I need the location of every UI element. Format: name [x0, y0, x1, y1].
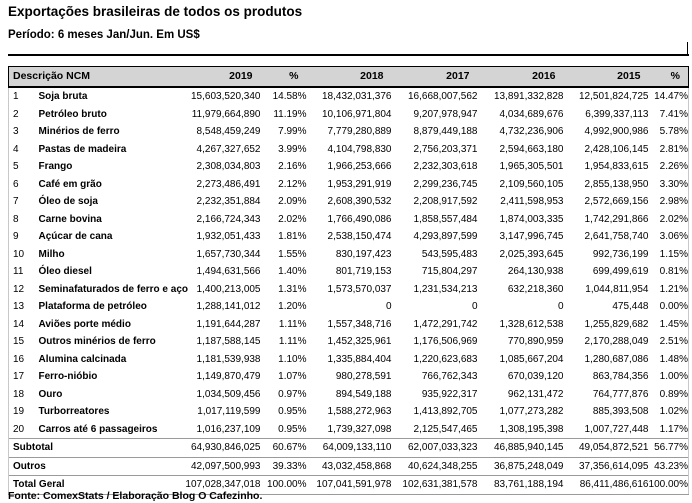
table-row: [9, 211, 689, 229]
table-row: [9, 333, 689, 351]
value-cell: 8,879,449,188: [413, 126, 478, 137]
value-cell: 2,125,547,465: [413, 423, 478, 435]
product-name: Milho: [38, 248, 65, 260]
value-cell: 1.20%: [278, 301, 307, 312]
value-cell: 15,603,520,340: [190, 91, 261, 102]
value-cell: 1,965,305,501: [499, 161, 564, 172]
value-cell: 2,232,303,618: [413, 161, 478, 172]
table-row: [9, 176, 689, 194]
table-row: [9, 106, 689, 124]
value-cell: 11.19%: [273, 108, 307, 120]
table-row: [9, 263, 689, 281]
value-cell: 9,207,978,947: [413, 108, 478, 120]
value-cell: 18,432,031,376: [321, 91, 392, 102]
table-row: [9, 228, 689, 246]
value-cell: 3.30%: [649, 176, 689, 194]
value-cell: 6,399,337,113: [585, 108, 649, 120]
row-rank: 14: [9, 316, 35, 334]
row-rank: 10: [9, 246, 35, 264]
value-cell: 1,017,119,599: [197, 406, 261, 417]
value-cell: 1,328,612,538: [499, 318, 564, 330]
value-cell: 102,631,381,578: [392, 476, 478, 495]
value-cell: 1,657,730,344: [196, 248, 261, 260]
value-cell: 1.10%: [278, 353, 307, 365]
value-cell: 2,855,138,950: [584, 178, 649, 190]
value-cell: 801,719,153: [335, 266, 392, 277]
value-cell: 1,187,588,145: [196, 336, 261, 347]
row-rank: 13: [9, 298, 35, 316]
value-cell: 2,308,034,803: [196, 161, 261, 172]
value-cell: 1,953,291,919: [327, 178, 392, 190]
value-cell: 2.02%: [278, 213, 307, 225]
value-cell: 4,104,798,830: [327, 143, 392, 155]
value-cell: 42,097,500,993: [185, 457, 261, 476]
row-rank: 6: [9, 176, 35, 194]
value-cell: 1,588,272,963: [327, 406, 392, 417]
value-cell: 2,608,390,532: [327, 196, 392, 207]
value-cell: 10,106,971,804: [321, 108, 392, 120]
column-header-pct-2015: %: [649, 67, 689, 88]
value-cell: 2,170,288,049: [584, 336, 649, 347]
value-cell: 2.12%: [278, 178, 307, 190]
page-subtitle: Período: 6 meses Jan/Jun. Em US$: [8, 29, 200, 41]
value-cell: 14.47%: [649, 87, 689, 106]
value-cell: 107,041,591,978: [307, 476, 392, 495]
value-cell: 830,197,423: [335, 248, 392, 260]
value-cell: 1,472,291,742: [413, 318, 478, 330]
value-cell: 2.09%: [278, 196, 307, 207]
value-cell: 11,979,664,890: [191, 108, 261, 120]
value-cell: 14.58%: [272, 91, 307, 102]
value-cell: 4,732,236,906: [499, 126, 564, 137]
value-cell: 49,054,872,521: [564, 439, 649, 458]
row-rank: 3: [9, 123, 35, 141]
table-row: [9, 316, 689, 334]
value-cell: 4,034,689,676: [499, 108, 564, 120]
value-cell: 894,549,188: [335, 388, 392, 400]
value-cell: 100.00%: [649, 476, 689, 495]
value-cell: 1.81%: [278, 231, 307, 242]
value-cell: 7.99%: [278, 126, 307, 137]
value-cell: 1,176,506,969: [413, 336, 478, 347]
product-name: Carros até 6 passageiros: [38, 423, 158, 435]
product-name: Óleo diesel: [38, 266, 92, 277]
value-cell: 0: [385, 301, 392, 312]
value-cell: 4,992,900,986: [584, 126, 649, 137]
value-cell: 770,890,959: [507, 336, 564, 347]
table-row: [9, 421, 689, 439]
value-cell: 2.26%: [649, 158, 689, 176]
product-name: Óleo de soja: [38, 196, 98, 207]
value-cell: 1,858,557,484: [413, 213, 478, 225]
value-cell: 1.17%: [649, 421, 689, 439]
value-cell: 1,413,892,705: [413, 406, 478, 417]
value-cell: 1,280,687,086: [584, 353, 649, 365]
product-name: Ferro-nióbio: [38, 371, 98, 382]
table-row: [9, 141, 689, 159]
row-rank: 7: [9, 193, 35, 211]
value-cell: 1,308,195,398: [499, 423, 564, 435]
value-cell: 2,594,663,180: [499, 143, 564, 155]
value-cell: 107,028,347,018: [185, 476, 261, 495]
value-cell: 863,784,356: [592, 371, 649, 382]
value-cell: 992,736,199: [592, 248, 649, 260]
column-header-2019: 2019: [185, 67, 261, 88]
row-rank: 16: [9, 351, 35, 369]
value-cell: 2.02%: [649, 211, 689, 229]
row-rank: 17: [9, 368, 35, 386]
value-cell: 1.21%: [649, 281, 689, 299]
row-rank: 11: [9, 263, 35, 281]
product-name: Seminafaturados de ferro e aço: [38, 283, 188, 295]
value-cell: 3,147,996,745: [499, 231, 564, 242]
table-row: [9, 386, 689, 404]
column-header-2016: 2016: [478, 67, 564, 88]
product-name: Café em grão: [38, 178, 102, 190]
value-cell: 766,762,343: [421, 371, 478, 382]
product-name: Alumina calcinada: [38, 353, 127, 365]
value-cell: 2,428,106,145: [584, 143, 649, 155]
column-header-2015: 2015: [564, 67, 649, 88]
value-cell: 2,756,203,371: [413, 143, 478, 155]
value-cell: 62,007,033,323: [392, 439, 478, 458]
row-rank: 5: [9, 158, 35, 176]
row-rank: 8: [9, 211, 35, 229]
value-cell: 1.55%: [278, 248, 307, 260]
value-cell: 2,273,486,491: [196, 178, 261, 190]
value-cell: 12,501,824,725: [578, 91, 649, 102]
row-rank: 19: [9, 403, 35, 421]
value-cell: 2,166,724,343: [196, 213, 261, 225]
table-row: [9, 298, 689, 316]
table-header-row: [9, 67, 689, 88]
value-cell: 2,538,150,474: [327, 231, 392, 242]
value-cell: 1,494,631,566: [196, 266, 261, 277]
value-cell: 1,034,509,456: [196, 388, 261, 400]
value-cell: 43.23%: [649, 457, 689, 476]
value-cell: 8,548,459,249: [196, 126, 261, 137]
product-name: Turborreatores: [38, 406, 110, 417]
value-cell: 13,891,332,828: [493, 91, 564, 102]
product-name: Plataforma de petróleo: [38, 301, 147, 312]
product-name: Carne bovina: [38, 213, 102, 225]
column-header-pct-2019: %: [261, 67, 307, 88]
value-cell: 1.00%: [649, 368, 689, 386]
value-cell: 37,356,614,095: [564, 457, 649, 476]
value-cell: 1.40%: [278, 266, 307, 277]
value-cell: 7,779,280,889: [327, 126, 392, 137]
value-cell: 1,231,534,213: [413, 283, 478, 295]
value-cell: 1,044,811,954: [585, 283, 649, 295]
value-cell: 1,966,253,666: [327, 161, 392, 172]
value-cell: 64,930,846,025: [185, 439, 261, 458]
table-row: [9, 87, 689, 106]
value-cell: 1.48%: [649, 351, 689, 369]
row-rank: 2: [9, 106, 35, 124]
value-cell: 1,739,327,098: [327, 423, 392, 435]
value-cell: 764,777,876: [592, 388, 649, 400]
value-cell: 0.89%: [649, 386, 689, 404]
row-rank: 4: [9, 141, 35, 159]
value-cell: 1,742,291,866: [584, 213, 649, 225]
value-cell: 100.00%: [261, 476, 307, 495]
value-cell: 935,922,317: [421, 388, 478, 400]
value-cell: 1.11%: [278, 318, 307, 330]
row-rank: 18: [9, 386, 35, 404]
value-cell: 0.97%: [278, 388, 307, 400]
value-cell: 962,131,472: [507, 388, 564, 400]
value-cell: 1,954,833,615: [584, 161, 649, 172]
value-cell: 2,572,669,156: [584, 196, 649, 207]
summary-label: Subtotal: [9, 439, 185, 458]
value-cell: 670,039,120: [507, 371, 564, 382]
value-cell: 0: [471, 301, 478, 312]
value-cell: 543,595,483: [421, 248, 478, 260]
page-title: Exportações brasileiras de todos os produtos: [8, 4, 303, 19]
value-cell: 1.07%: [278, 371, 307, 382]
row-rank: 15: [9, 333, 35, 351]
value-cell: 1,874,003,335: [499, 213, 564, 225]
value-cell: 1,452,325,961: [327, 336, 392, 347]
product-name: Pastas de madeira: [38, 143, 127, 155]
summary-label: Total Geral: [9, 476, 185, 495]
value-cell: 1,085,667,204: [499, 353, 564, 365]
summary-label: Outros: [9, 457, 185, 476]
value-cell: 0.00%: [649, 298, 689, 316]
value-cell: 2,109,560,105: [499, 178, 564, 190]
source-note: Fonte: ComexStats / Elaboração Blog O Cafezinho.: [8, 490, 263, 502]
value-cell: 715,804,297: [421, 266, 478, 277]
value-cell: 36,875,248,049: [478, 457, 564, 476]
table-row: [9, 246, 689, 264]
table-row: [9, 123, 689, 141]
summary-row: [9, 457, 689, 476]
value-cell: 1,932,051,433: [196, 231, 261, 242]
value-cell: 0.95%: [278, 423, 307, 435]
product-name: Ouro: [38, 388, 63, 400]
value-cell: 632,218,360: [507, 283, 564, 295]
value-cell: 1.45%: [649, 316, 689, 334]
value-cell: 2,299,236,745: [413, 178, 478, 190]
value-cell: 39.33%: [261, 457, 307, 476]
table-row: [9, 351, 689, 369]
value-cell: 1,288,141,012: [196, 301, 261, 312]
value-cell: 1,766,490,086: [327, 213, 392, 225]
value-cell: 56.77%: [649, 439, 689, 458]
value-cell: 16,668,007,562: [407, 91, 478, 102]
value-cell: 2.81%: [649, 141, 689, 159]
value-cell: 0: [557, 301, 564, 312]
value-cell: 60.67%: [261, 439, 307, 458]
column-header-2018: 2018: [307, 67, 392, 88]
value-cell: 1,149,870,479: [196, 371, 261, 382]
row-rank: 12: [9, 281, 35, 299]
value-cell: 1,181,539,938: [196, 353, 261, 365]
value-cell: 1,220,623,683: [413, 353, 478, 365]
product-name: Frango: [38, 161, 73, 172]
value-cell: 2,641,758,740: [584, 231, 649, 242]
table-row: [9, 368, 689, 386]
value-cell: 264,130,938: [507, 266, 564, 277]
value-cell: 699,499,619: [592, 266, 649, 277]
table-row: [9, 281, 689, 299]
product-name: Outros minérios de ferro: [38, 336, 156, 347]
value-cell: 475,448: [612, 301, 649, 312]
top-divider-line: [8, 54, 689, 56]
product-name: Aviões porte médio: [38, 318, 131, 330]
value-cell: 0.81%: [649, 263, 689, 281]
value-cell: 1,077,273,282: [499, 406, 564, 417]
value-cell: 2.51%: [649, 333, 689, 351]
value-cell: 980,278,591: [335, 371, 392, 382]
value-cell: 2,208,917,592: [413, 196, 478, 207]
value-cell: 1.31%: [278, 283, 307, 295]
value-cell: 4,293,897,599: [413, 231, 478, 242]
value-cell: 2,411,598,953: [500, 196, 564, 207]
value-cell: 86,411,486,616: [564, 476, 649, 495]
value-cell: 43,032,458,868: [307, 457, 392, 476]
row-rank: 1: [9, 87, 35, 106]
value-cell: 1,016,237,109: [196, 423, 261, 435]
table-row: [9, 403, 689, 421]
value-cell: 2.98%: [649, 193, 689, 211]
value-cell: 3.99%: [278, 143, 307, 155]
table-body: [9, 87, 689, 494]
product-name: Soja bruta: [38, 91, 88, 102]
value-cell: 83,761,188,194: [478, 476, 564, 495]
value-cell: 64,009,133,110: [307, 439, 392, 458]
value-cell: 2,025,393,645: [499, 248, 564, 260]
value-cell: 1,400,213,005: [196, 283, 261, 295]
row-rank: 20: [9, 421, 35, 439]
table-row: [9, 193, 689, 211]
value-cell: 46,885,940,145: [478, 439, 564, 458]
value-cell: 1,191,644,287: [196, 318, 261, 330]
product-name: Minérios de ferro: [38, 126, 120, 137]
value-cell: 7.41%: [649, 106, 689, 124]
product-name: Açúcar de cana: [38, 231, 113, 242]
value-cell: 1.11%: [278, 336, 307, 347]
value-cell: 5.78%: [649, 123, 689, 141]
value-cell: 4,267,327,652: [196, 143, 261, 155]
value-cell: 1,335,884,404: [327, 353, 392, 365]
summary-row: [9, 439, 689, 458]
right-edge-tick: [687, 42, 688, 54]
value-cell: 885,393,508: [592, 406, 649, 417]
table-row: [9, 158, 689, 176]
value-cell: 40,624,348,255: [392, 457, 478, 476]
value-cell: 3.06%: [649, 228, 689, 246]
value-cell: 1.15%: [649, 246, 689, 264]
exports-table: [8, 66, 689, 495]
value-cell: 2.16%: [278, 161, 307, 172]
value-cell: 2,232,351,884: [196, 196, 261, 207]
value-cell: 0.95%: [278, 406, 307, 417]
value-cell: 1,557,348,716: [327, 318, 392, 330]
column-header-descricao-ncm: Descrição NCM: [9, 67, 185, 88]
value-cell: 1,007,727,448: [584, 423, 649, 435]
value-cell: 1,255,829,682: [584, 318, 649, 330]
column-header-2017: 2017: [392, 67, 478, 88]
value-cell: 1.02%: [649, 403, 689, 421]
value-cell: 1,573,570,037: [327, 283, 392, 295]
product-name: Petróleo bruto: [38, 108, 107, 120]
row-rank: 9: [9, 228, 35, 246]
